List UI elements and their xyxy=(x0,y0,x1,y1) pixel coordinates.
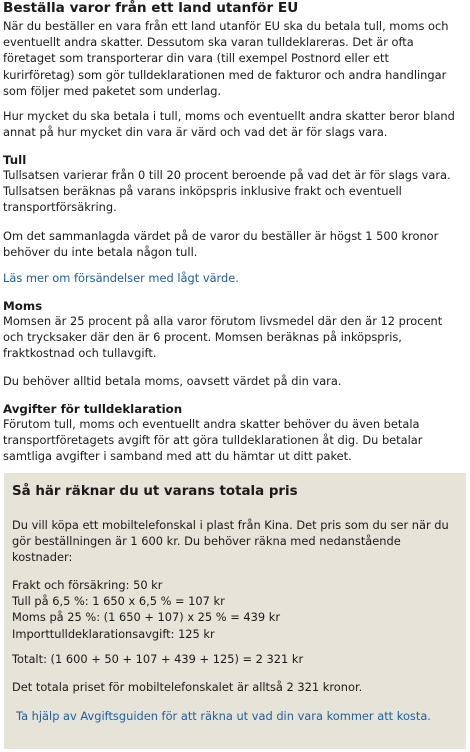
tull-paragraph: Tullsatsen varierar från 0 till 20 procent beroende på vad det är för slags vara. Tullsatsen beräknas på varans inköpspris inklusive frakt och eventuell transportförsäkring. xyxy=(3,168,451,215)
tull-threshold-paragraph: Om det sammanlagda värdet på de varor du beställer är högst 1 500 kronor behöver du inte betala någon tull. xyxy=(3,229,439,260)
example-box xyxy=(4,473,466,749)
example-heading: Så här räknar du ut varans totala pris xyxy=(12,484,298,499)
tull-link-row xyxy=(3,270,461,286)
avgifter-paragraph: Förutom tull, moms och eventuellt andra skatter behöver du även betala transportföretagets avgift för att göra tulldeklarationen åt dig. Du betalar samtliga avgifter i samband med att du hämtar ut ditt paket. xyxy=(3,417,423,464)
example-intro: Du vill köpa ett mobiltelefonskal i plast från Kina. Det pris som du ser när du gör beställningen är 1 600 kr. Du behöver räkna med nedanstående kostnader: xyxy=(12,518,449,565)
moms-heading: Moms xyxy=(3,299,43,313)
guide-link-row xyxy=(16,708,456,724)
moms-paragraph: Momsen är 25 procent på alla varor förutom livsmedel där den är 12 procent och trycksaker där den är 6 procent. Momsen beräknas på inköpspris, fraktkostnad och tullavgift. xyxy=(3,314,443,361)
cost-line: Moms på 25 %: (1 650 + 107) x 25 % = 439 kr xyxy=(12,610,281,625)
avgiftsguiden-link[interactable]: Ta hjälp av Avgiftsguiden för att räkna ut vad din vara kommer att kosta. xyxy=(16,709,431,723)
cost-line: Tull på 6,5 %: 1 650 x 6,5 % = 107 kr xyxy=(12,594,225,609)
cost-line: Importtulldeklarationsavgift: 125 kr xyxy=(12,626,215,641)
intro-paragraph: När du beställer en vara från ett land utanför EU ska du betala tull, moms och eventuellt andra skatter. Dessutom ska varan tulldeklareras. Det är ofta företaget som transporterar din vara (till exempel Postnord eller ett kurirföretag) som gör tulldeklarationen med de fakturor och andra handlingar som följer med paketet som underlag. xyxy=(3,19,449,98)
tull-heading: Tull xyxy=(3,153,27,167)
total-line: Totalt: (1 600 + 50 + 107 + 439 + 125) = 2 321 kr xyxy=(12,652,304,666)
avgifter-heading: Avgifter för tulldeklaration xyxy=(3,402,183,416)
intro-paragraph-2: Hur mycket du ska betala i tull, moms och eventuellt andra skatter beror bland annat på hur mycket din vara är värd och vad det är för slags vara. xyxy=(3,109,455,140)
moms-note: Du behöver alltid betala moms, oavsett värdet på din vara. xyxy=(3,374,342,388)
cost-list xyxy=(12,577,460,642)
cost-line: Frakt och försäkring: 50 kr xyxy=(12,578,163,592)
low-value-link[interactable]: Läs mer om försändelser med lågt värde. xyxy=(3,271,239,285)
total-summary: Det totala priset för mobiltelefonskalet är alltså 2 321 kronor. xyxy=(12,680,363,694)
page-title: Beställa varor från ett land utanför EU xyxy=(3,0,299,16)
